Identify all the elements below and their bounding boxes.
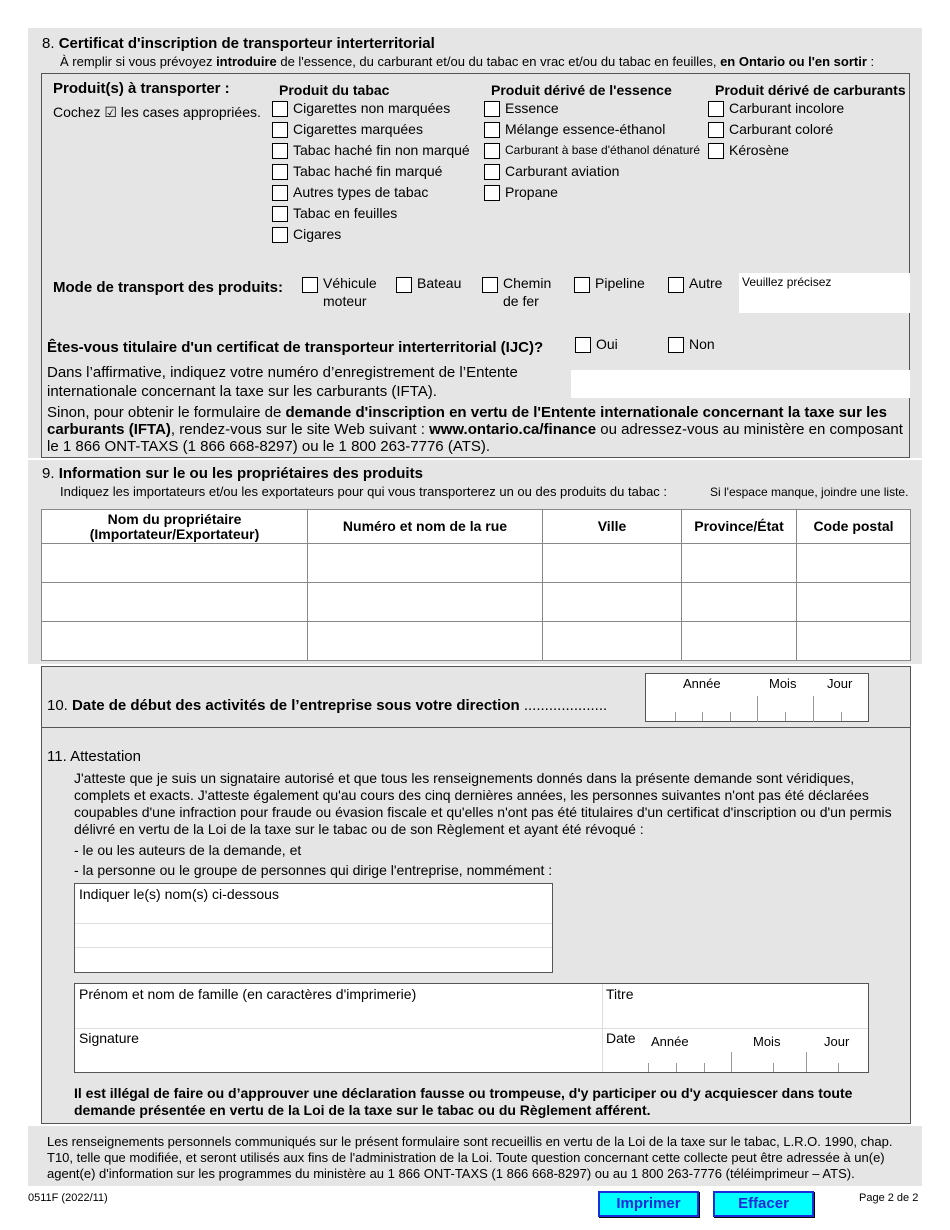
section-11: [41, 728, 911, 1124]
digit-divider: [704, 1063, 705, 1072]
table-row: [42, 622, 911, 661]
checkbox-tabac-hache-non-marque[interactable]: [272, 143, 288, 159]
products-panel: [41, 73, 910, 458]
signature-label: Signature: [79, 1030, 139, 1046]
checkbox-label: de fer: [503, 293, 539, 309]
form-code: 0511F (2022/11): [28, 1192, 108, 1204]
ifta-question-line1: Dans l’affirmative, indiquez votre numéro d’enregistrement de l’Entente: [47, 364, 518, 381]
column-header-postal: Code postal: [797, 510, 911, 544]
checkbox-pipeline[interactable]: [574, 277, 590, 293]
checkbox-label: moteur: [323, 293, 367, 309]
city-cell[interactable]: [543, 583, 682, 622]
checkbox-vehicule-moteur[interactable]: [302, 277, 318, 293]
owners-table: [41, 509, 911, 661]
digit-divider: [648, 1063, 649, 1072]
section-9-subtitle: Indiquez les importateurs et/ou les exportateurs pour qui vous transporterez un ou des produits du tabac :: [60, 484, 668, 499]
tabac-column-header: Produit du tabac: [279, 82, 390, 98]
checkbox-label: Carburant coloré: [729, 121, 834, 137]
field-divider: [806, 1052, 807, 1072]
checkbox-cigares[interactable]: [272, 227, 288, 243]
checkbox-ijc-non[interactable]: [668, 337, 684, 353]
section-8: [28, 28, 922, 458]
checkbox-label: Tabac haché fin non marqué: [293, 142, 470, 158]
section-number: 8.: [42, 35, 55, 52]
owner-name-cell[interactable]: [42, 622, 308, 661]
legal-warning: Il est illégal de faire ou d’approuver une déclaration fausse ou trompeuse, d'y participer ou d'y acquiescer dans toute demande présentée en vertu de la Loi de la taxe sur le tabac ou du Règlement afférent.: [74, 1085, 853, 1118]
field-divider: [731, 1052, 732, 1072]
start-date-label: Date de début des activités de l’entreprise sous votre direction: [72, 697, 520, 714]
checkbox-label: Carburant aviation: [505, 163, 620, 179]
province-cell[interactable]: [682, 622, 797, 661]
autre-precisez-field[interactable]: [739, 273, 910, 313]
street-cell[interactable]: [308, 544, 543, 583]
checkbox-label: Chemin: [503, 275, 552, 291]
checkbox-melange-essence-ethanol[interactable]: [484, 122, 500, 138]
street-cell[interactable]: [308, 583, 543, 622]
field-divider: [813, 696, 814, 722]
section-11-title: 11. Attestation: [47, 748, 141, 765]
checkbox-label: Cigares: [293, 226, 342, 242]
products-hint: Cochez ☑ les cases appropriées.: [53, 104, 261, 120]
carburants-column-header: Produit dérivé de carburants: [715, 82, 906, 98]
print-button[interactable]: Imprimer: [598, 1191, 699, 1217]
field-line: [75, 947, 552, 948]
province-cell[interactable]: [682, 544, 797, 583]
column-header-street: Numéro et nom de la rue: [308, 510, 543, 544]
checkbox-label: Propane: [505, 184, 558, 200]
checkbox-label: Cigarettes marquées: [293, 121, 423, 137]
names-field[interactable]: [74, 883, 553, 973]
field-divider: [757, 696, 758, 722]
city-cell[interactable]: [543, 622, 682, 661]
postal-cell[interactable]: [797, 583, 911, 622]
table-row: [42, 583, 911, 622]
checkbox-label: Autre: [689, 275, 723, 291]
month-label: Mois: [769, 676, 797, 691]
names-label: Indiquer le(s) nom(s) ci-dessous: [79, 886, 279, 902]
checkbox-cigarettes-non-marquees[interactable]: [272, 101, 288, 117]
field-line: [75, 1028, 868, 1029]
checkbox-carburant-aviation[interactable]: [484, 164, 500, 180]
signature-block: [74, 983, 869, 1073]
ifta-instructions: Sinon, pour obtenir le formulaire de demande d'inscription en vertu de l'Entente internationale concernant la taxe sur les carburants (IFTA), rendez-vous sur le site Web suivant : www.ontario.ca/finance ou adressez-vous au ministère en composant le 1 866 ONT-TAXS (1 866 668-8297) ou le 1 800 263-7776 (ATS).: [47, 404, 903, 455]
table-row: [42, 544, 911, 583]
signature-field[interactable]: [79, 1030, 599, 1072]
essence-column-header: Produit dérivé de l'essence: [491, 82, 672, 98]
checkbox-chemin-de-fer[interactable]: [482, 277, 498, 293]
checkbox-label: Véhicule: [323, 275, 377, 291]
checkbox-tabac-en-feuilles[interactable]: [272, 206, 288, 222]
postal-cell[interactable]: [797, 544, 911, 583]
privacy-text: Les renseignements personnels communiqués sur le présent formulaire sont recueillis en vertu de la Loi de la taxe sur le tabac, L.R.O. 1990, chap. T10, telle que modifiée, et seront utilisés aux fins de l'administration de la Loi. Toute question concernant cette collecte peut être adressée à un(e) agent(e) d'information sur les programmes du ministère au 1 866 ONT-TAXS (1 866 668-8297) ou au 1 800 263-7776 (téléimprimeur – ATS).: [47, 1134, 893, 1181]
checkbox-label: Mélange essence-éthanol: [505, 121, 666, 137]
field-line: [75, 923, 552, 924]
checkbox-propane[interactable]: [484, 185, 500, 201]
attestation-text: J'atteste que je suis un signataire autorisé et que tous les renseignements donnés dans la présente demande sont véridiques, complets et exacts. J'atteste également qu'au cours des cinq dernières années, les personnes suivantes n'ont pas été déclarées coupables d'une infraction pour fraude ou évasion fiscale et qu'elles n'ont pas été titulaires d'un certificat d'inscription ou d'un permis délivré en vertu de la Loi de la taxe sur le tabac ou de son Règlement et ayant été révoqué :: [74, 770, 892, 837]
province-cell[interactable]: [682, 583, 797, 622]
checkbox-label: Cigarettes non marquées: [293, 100, 451, 116]
leader-dots: ....................: [519, 697, 608, 714]
checkbox-autres-types-tabac[interactable]: [272, 185, 288, 201]
section-8-heading: [42, 35, 435, 52]
checkbox-ethanol-denature[interactable]: [484, 143, 500, 159]
full-name-label: Prénom et nom de famille (en caractères d'imprimerie): [79, 986, 417, 1002]
day-label: Jour: [827, 676, 853, 691]
street-cell[interactable]: [308, 622, 543, 661]
checkbox-ijc-oui[interactable]: [575, 337, 591, 353]
digit-divider: [773, 1063, 774, 1072]
checkbox-label: Tabac haché fin marqué: [293, 163, 443, 179]
start-date-field[interactable]: [645, 673, 869, 722]
page-number: Page 2 de 2: [859, 1192, 919, 1204]
ontario-finance-link[interactable]: www.ontario.ca/finance: [429, 421, 597, 438]
attestation-bullet: - la personne ou le groupe de personnes qui dirige l'entreprise, nommément :: [74, 862, 553, 878]
digit-divider: [838, 1063, 839, 1072]
checkbox-label: Tabac en feuilles: [293, 205, 398, 221]
column-header-province: Province/État: [682, 510, 797, 544]
year-label: Année: [683, 676, 721, 691]
column-header-text: (Importateur/Exportateur): [89, 525, 260, 542]
section-10-label: [47, 697, 607, 714]
privacy-notice: [28, 1126, 922, 1186]
digit-divider: [676, 1063, 677, 1072]
section-8-subtitle: À remplir si vous prévoyez introduire de l'essence, du carburant et/ou du tabac en vrac et/ou du tabac en feuilles, en Ontario ou l'en sortir :: [60, 54, 875, 69]
checkbox-label: Carburant incolore: [729, 100, 845, 116]
city-cell[interactable]: [543, 544, 682, 583]
table-header-row: [42, 510, 911, 544]
digit-divider: [785, 712, 786, 721]
year-label: Année: [651, 1034, 689, 1049]
checkbox-label: Carburant à base d'éthanol dénaturé: [505, 143, 701, 157]
checkbox-label: Oui: [596, 336, 618, 352]
digit-divider: [702, 712, 703, 721]
digit-divider: [841, 712, 842, 721]
checkbox-label: Autres types de tabac: [293, 184, 429, 200]
date-label: Date: [606, 1030, 636, 1046]
column-header-city: Ville: [543, 510, 682, 544]
checkbox-label: Kérosène: [729, 142, 789, 158]
checkbox-label: Pipeline: [595, 275, 645, 291]
ifta-question-line2: internationale concernant la taxe sur les carburants (IFTA).: [47, 383, 437, 400]
section-8-title: Certificat d'inscription de transporteur interterritorial: [58, 35, 435, 52]
products-title: Produit(s) à transporter :: [53, 80, 230, 97]
digit-divider: [730, 712, 731, 721]
transport-mode-label: Mode de transport des produits:: [53, 279, 284, 296]
full-name-field[interactable]: [79, 986, 599, 1026]
section-9-title: Information sur le ou les propriétaires des produits: [58, 465, 423, 482]
checkbox-bateau[interactable]: [396, 277, 412, 293]
checkbox-kerosene[interactable]: [708, 143, 724, 159]
section-number: 9.: [42, 465, 55, 482]
checkbox-label: Bateau: [417, 275, 462, 291]
field-divider: [602, 984, 603, 1072]
month-label: Mois: [753, 1034, 781, 1049]
title-field[interactable]: [606, 986, 866, 1026]
section-9-heading: [42, 465, 423, 482]
checkbox-tabac-hache-marque[interactable]: [272, 164, 288, 180]
checkbox-essence[interactable]: [484, 101, 500, 117]
checkbox-carburant-colore[interactable]: [708, 122, 724, 138]
ijc-question: Êtes-vous titulaire d'un certificat de transporteur interterritorial (IJC)?: [47, 339, 544, 356]
owner-name-cell[interactable]: [42, 583, 308, 622]
attestation-bullet: - le ou les auteurs de la demande, et: [74, 842, 302, 858]
signature-date-field[interactable]: [606, 1030, 868, 1072]
checkbox-label: Essence: [505, 100, 559, 116]
section-9-note: Si l'espace manque, joindre une liste.: [710, 485, 909, 499]
field-label: Veuillez précisez: [742, 275, 832, 289]
clear-button[interactable]: Effacer: [713, 1191, 814, 1217]
checkbox-autre[interactable]: [668, 277, 684, 293]
checkbox-label: Non: [689, 336, 715, 352]
ifta-number-field[interactable]: [571, 370, 910, 398]
section-10: [41, 666, 911, 728]
postal-cell[interactable]: [797, 622, 911, 661]
checkbox-cigarettes-marquees[interactable]: [272, 122, 288, 138]
digit-divider: [675, 712, 676, 721]
column-header-owner: [42, 510, 308, 544]
title-label: Titre: [606, 986, 634, 1002]
section-number: 10.: [47, 697, 68, 714]
owner-name-cell[interactable]: [42, 544, 308, 583]
checkbox-carburant-incolore[interactable]: [708, 101, 724, 117]
column-header-text: Nom du propriétaire: [107, 510, 242, 527]
day-label: Jour: [824, 1034, 850, 1049]
